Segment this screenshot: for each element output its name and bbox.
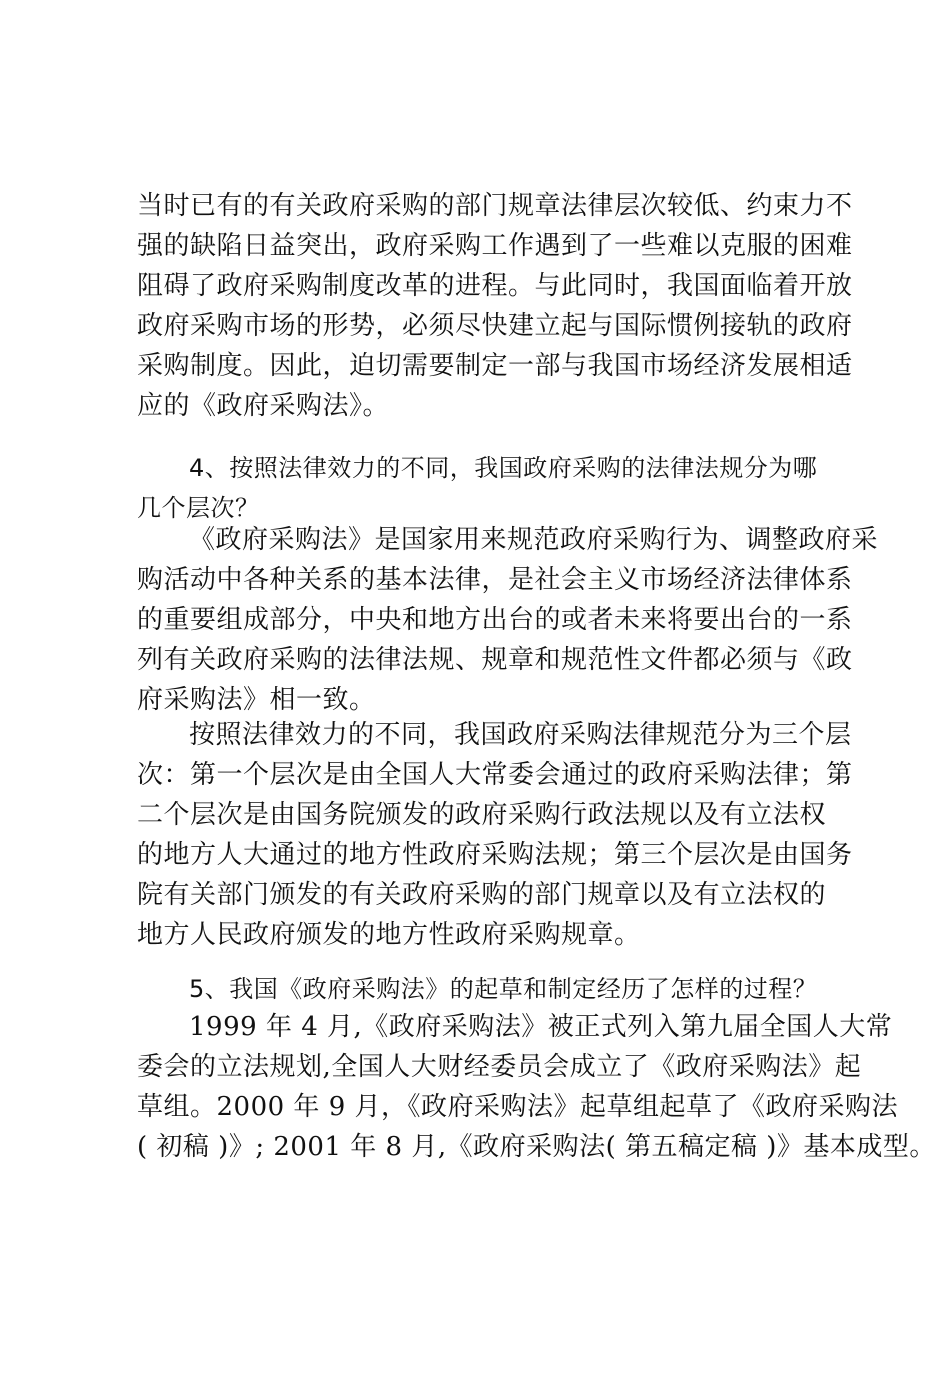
text-line: 次：第一个层次是由全国人大常委会通过的政府采购法律；第 — [137, 760, 853, 790]
text-line: 强的缺陷日益突出，政府采购工作遇到了一些难以克服的困难 — [137, 231, 853, 261]
text-line: 1999 年 4 月,《政府采购法》被正式列入第九届全国人大常 — [189, 1012, 893, 1042]
text-line: 的地方人大通过的地方性政府采购法规；第三个层次是由国务 — [137, 840, 853, 870]
section-4-paragraph-1 — [137, 520, 879, 720]
text-line: 列有关政府采购的法律法规、规章和规范性文件都必须与《政 — [137, 645, 853, 675]
text-line: 采购制度。因此，迫切需要制定一部与我国市场经济发展相适 — [137, 351, 853, 381]
text-line: 购活动中各种关系的基本法律，是社会主义市场经济法律体系 — [137, 565, 853, 595]
section-5-paragraph — [137, 1007, 936, 1167]
text-line: 委会的立法规划,全国人大财经委员会成立了《政府采购法》起 — [137, 1052, 862, 1082]
section-5-heading — [137, 969, 817, 1009]
text-line: 院有关部门颁发的有关政府采购的部门规章以及有立法权的 — [137, 880, 827, 910]
text-line: 的重要组成部分，中央和地方出台的或者未来将要出台的一系 — [137, 605, 853, 635]
heading-line: 5、我国《政府采购法》的起草和制定经历了怎样的过程？ — [189, 975, 818, 1003]
text-line: 二个层次是由国务院颁发的政府采购行政法规以及有立法权 — [137, 800, 827, 830]
heading-line: 4、按照法律效力的不同，我国政府采购的法律法规分为哪 — [189, 454, 818, 482]
heading-line: 几个层次？ — [137, 494, 260, 522]
text-line: 应的《政府采购法》。 — [137, 391, 390, 421]
section-4-heading — [137, 448, 817, 528]
section-4-paragraph-2 — [137, 715, 853, 955]
text-line: 政府采购市场的形势，必须尽快建立起与国际惯例接轨的政府 — [137, 311, 853, 341]
text-line: 阻碍了政府采购制度改革的进程。与此同时，我国面临着开放 — [137, 271, 853, 301]
section-3-paragraph — [137, 186, 853, 426]
text-line: 草组。2000 年 9 月，《政府采购法》起草组起草了《政府采购法 — [137, 1092, 899, 1122]
text-line: 当时已有的有关政府采购的部门规章法律层次较低、约束力不 — [137, 191, 853, 221]
text-line: 府采购法》相一致。 — [137, 685, 376, 715]
text-line: 地方人民政府颁发的地方性政府采购规章。 — [137, 920, 641, 950]
text-line: 《政府采购法》是国家用来规范政府采购行为、调整政府采 — [189, 525, 879, 555]
text-line: ( 初稿 )》; 2001 年 8 月,《政府采购法( 第五稿定稿 )》基本成型。 — [137, 1132, 936, 1162]
text-line: 按照法律效力的不同，我国政府采购法律规范分为三个层 — [189, 720, 852, 750]
